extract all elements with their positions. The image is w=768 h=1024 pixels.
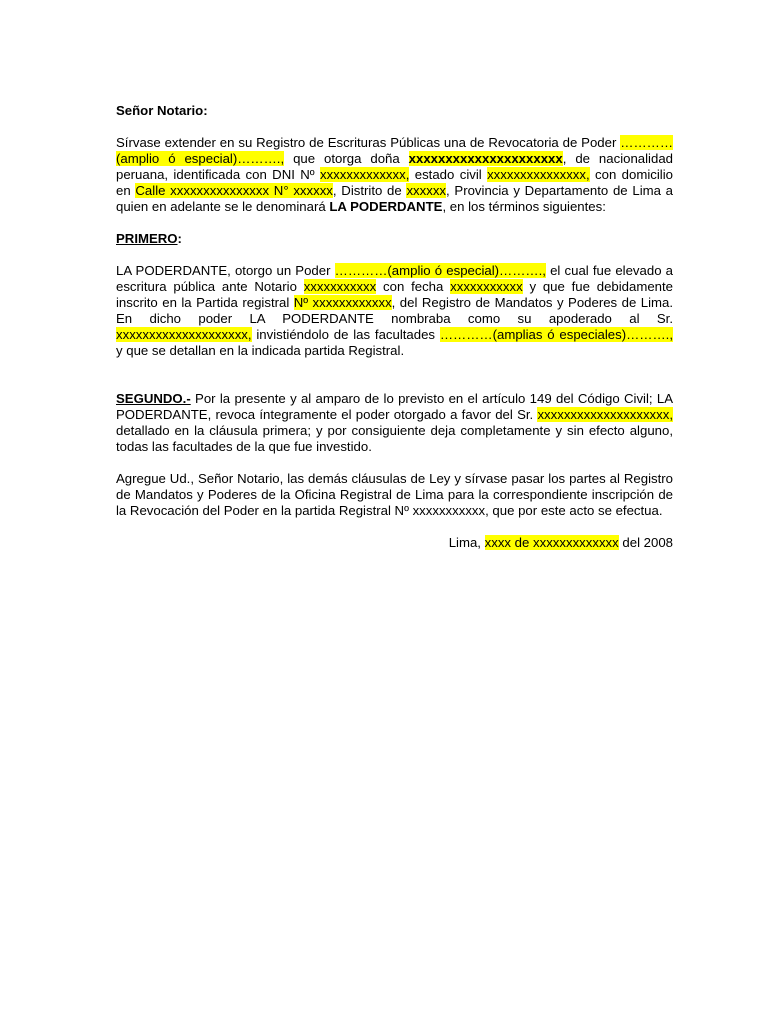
district-placeholder: xxxxxx xyxy=(406,183,447,198)
date-line-suffix: del 2008 xyxy=(618,535,673,550)
segundo-heading: SEGUNDO.- xyxy=(116,391,191,406)
segundo-paragraph xyxy=(116,391,673,455)
civil-status-placeholder: xxxxxxxxxxxxxxx, xyxy=(487,167,590,182)
grantor-name-placeholder: xxxxxxxxxxxxxxxxxxxxx xyxy=(408,151,563,166)
partida-placeholder: Nº xxxxxxxxxxxx xyxy=(293,295,392,310)
intro-paragraph xyxy=(116,135,673,215)
intro-text-3: , de nacionalidad peruana, identificada con DNI Nº xyxy=(116,151,673,182)
primero-text-7: y que se detallan en la indicada partida Registral. xyxy=(116,343,405,358)
segundo-text-1: Por la presente y al amparo de lo previsto en el artículo 149 del Código Civil; LA PODERDANTE, revoca íntegramente el poder otorgado a favor del Sr. xyxy=(116,391,673,422)
poderdante-term: LA PODERDANTE xyxy=(329,199,443,214)
primero-text-6: invistiéndolo de las facultades xyxy=(251,327,440,342)
primero-poder-type-placeholder: …………(amplio ó especial)………., xyxy=(334,263,546,278)
date-line-placeholder: xxxx de xxxxxxxxxxxxx xyxy=(484,535,619,550)
address-placeholder: Calle xxxxxxxxxxxxxxx N° xxxxxx xyxy=(135,183,333,198)
date-line-prefix: Lima, xyxy=(448,535,485,550)
primero-text-5: , del Registro de Mandatos y Poderes de Lima. En dicho poder LA PODERDANTE nombraba como su apoderado al Sr. xyxy=(116,295,673,326)
primero-text-3: con fecha xyxy=(376,279,451,294)
intro-text-2: que otorga doña xyxy=(284,151,409,166)
primero-paragraph xyxy=(116,263,673,359)
poder-type-placeholder: …………(amplio ó especial)………., xyxy=(116,135,673,166)
primero-text-4: y que fue debidamente inscrito en la Partida registral xyxy=(116,279,673,310)
attorney-name-placeholder: xxxxxxxxxxxxxxxxxxxx, xyxy=(116,327,252,342)
segundo-text-2: detallado en la cláusula primera; y por consiguiente deja completamente y sin efecto alguno, todas las facultades de la que fue investido. xyxy=(116,423,673,454)
primero-text-1: LA PODERDANTE, otorgo un Poder xyxy=(116,263,335,278)
date-line xyxy=(116,535,673,551)
dni-placeholder: xxxxxxxxxxxxx, xyxy=(319,167,410,182)
primero-heading-line xyxy=(116,231,673,247)
document-body xyxy=(116,103,673,551)
intro-text-1: Sírvase extender en su Registro de Escrituras Públicas una de Revocatoria de Poder xyxy=(116,135,621,150)
primero-heading: PRIMERO xyxy=(116,231,178,246)
closing-paragraph: Agregue Ud., Señor Notario, las demás cláusulas de Ley y sírvase pasar los partes al Registro de Mandatos y Poderes de la Oficina Registral de Lima para la correspondiente inscripción de la Revocación del Poder en la partida Registral Nº xxxxxxxxxxx, que por este acto se efectua. xyxy=(116,471,673,518)
intro-text-8: , en los términos siguientes: xyxy=(442,199,606,214)
faculties-placeholder: …………(amplias ó especiales)………., xyxy=(439,327,674,342)
intro-text-7: , Provincia y Departamento de Lima a quien en adelante se le denominará xyxy=(116,183,674,214)
date-placeholder: xxxxxxxxxxx xyxy=(450,279,523,294)
salutation: Señor Notario: xyxy=(116,103,208,118)
intro-text-6: , Distrito de xyxy=(332,183,407,198)
intro-text-4: estado civil xyxy=(409,167,488,182)
notary-placeholder: xxxxxxxxxxx xyxy=(303,279,377,294)
segundo-attorney-placeholder: xxxxxxxxxxxxxxxxxxxx, xyxy=(537,407,673,422)
primero-heading-colon: : xyxy=(177,231,182,246)
intro-text-5: con domicilio en xyxy=(116,167,673,198)
primero-text-2: el cual fue elevado a escritura pública ante Notario xyxy=(116,263,674,294)
